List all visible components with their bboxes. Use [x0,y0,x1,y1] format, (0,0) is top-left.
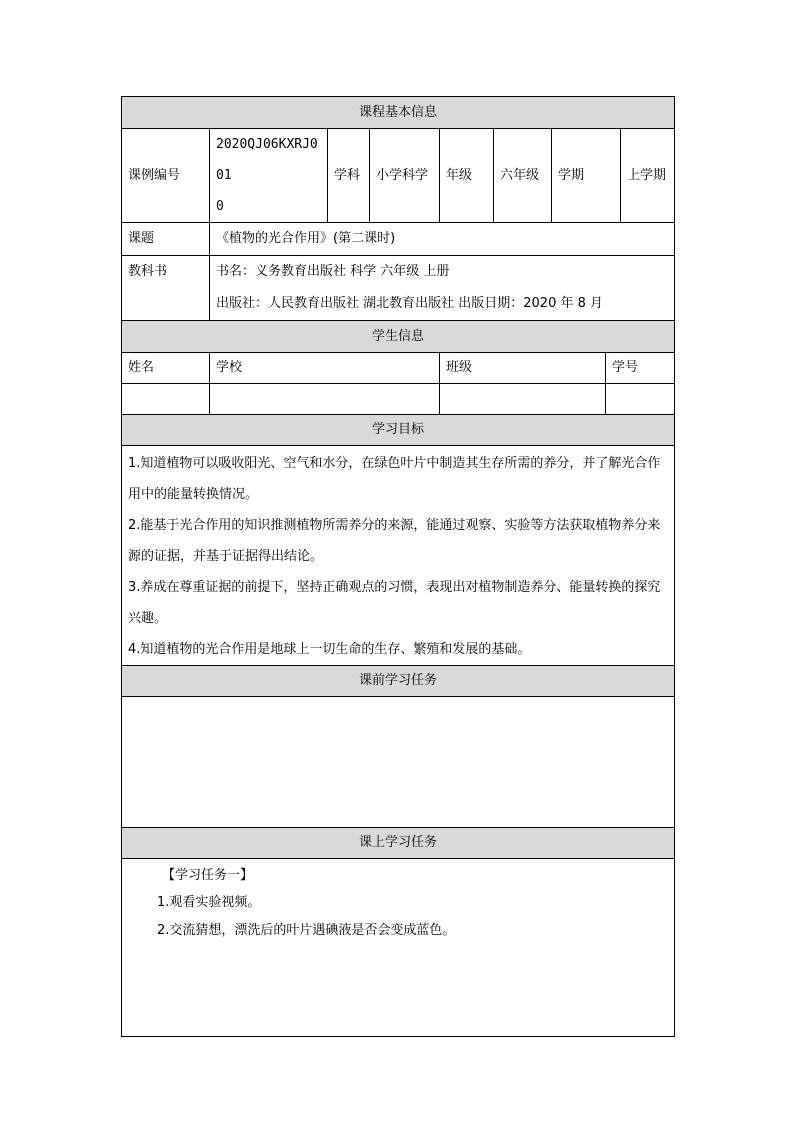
grade-label: 年级 [440,129,494,223]
school-label: 学校 [210,353,440,384]
textbook-line1: 书名：义务教育出版社 科学 六年级 上册 [216,264,450,279]
task-item: 2.交流猜想，漂洗后的叶片遇碘液是否会变成蓝色。 [157,923,456,938]
topic-label: 课题 [122,223,210,256]
id-label: 学号 [606,353,675,384]
code-value-line1: 2020QJ06KXRJ001 [216,137,318,183]
subject-value: 小学科学 [370,129,440,223]
name-label: 姓名 [122,353,210,384]
textbook-label-text: 教科书 [128,264,168,279]
code-value [210,129,328,223]
term-label: 学期 [552,129,621,223]
class-field[interactable] [440,384,606,415]
in-class-header: 课上学习任务 [122,828,675,859]
task-title: 【学习任务一】 [162,868,254,883]
grade-value: 六年级 [494,129,552,223]
objective-item: 4.知道植物的光合作用是地球上一切生命的生存、繁殖和发展的基础。 [128,642,531,657]
class-label: 班级 [440,353,606,384]
subject-label: 学科 [328,129,370,223]
in-class-body [122,859,675,1037]
code-value-line2: 0 [216,199,224,214]
textbook-line2: 出版社：人民教育出版社 湖北教育出版社 出版日期：2020 年 8 月 [216,296,604,311]
objectives-body [122,446,675,666]
course-form-table [121,96,675,1037]
objective-item: 1.知道植物可以吸收阳光、空气和水分，在绿色叶片中制造其生存所需的养分，并了解光合作用中的能量转换情况。 [128,456,661,502]
objectives-header: 学习目标 [122,415,675,446]
code-label: 课例编号 [122,129,210,223]
course-info-header: 课程基本信息 [122,97,675,129]
pre-class-body[interactable] [122,697,675,828]
student-info-header: 学生信息 [122,321,675,353]
objective-item: 2.能基于光合作用的知识推测植物所需养分的来源，能通过观察、实验等方法获取植物养分来源的证据，并基于证据得出结论。 [128,518,661,564]
pre-class-header: 课前学习任务 [122,666,675,697]
term-value: 上学期 [621,129,675,223]
topic-value: 《植物的光合作用》(第二课时) [210,223,675,256]
objective-item: 3.养成在尊重证据的前提下，坚持正确观点的习惯，表现出对植物制造养分、能量转换的探究兴趣。 [128,580,661,626]
name-field[interactable] [122,384,210,415]
task-item: 1.观看实验视频。 [157,895,261,910]
textbook-label [122,256,210,321]
textbook-value [210,256,675,321]
id-field[interactable] [606,384,675,415]
school-field[interactable] [210,384,440,415]
